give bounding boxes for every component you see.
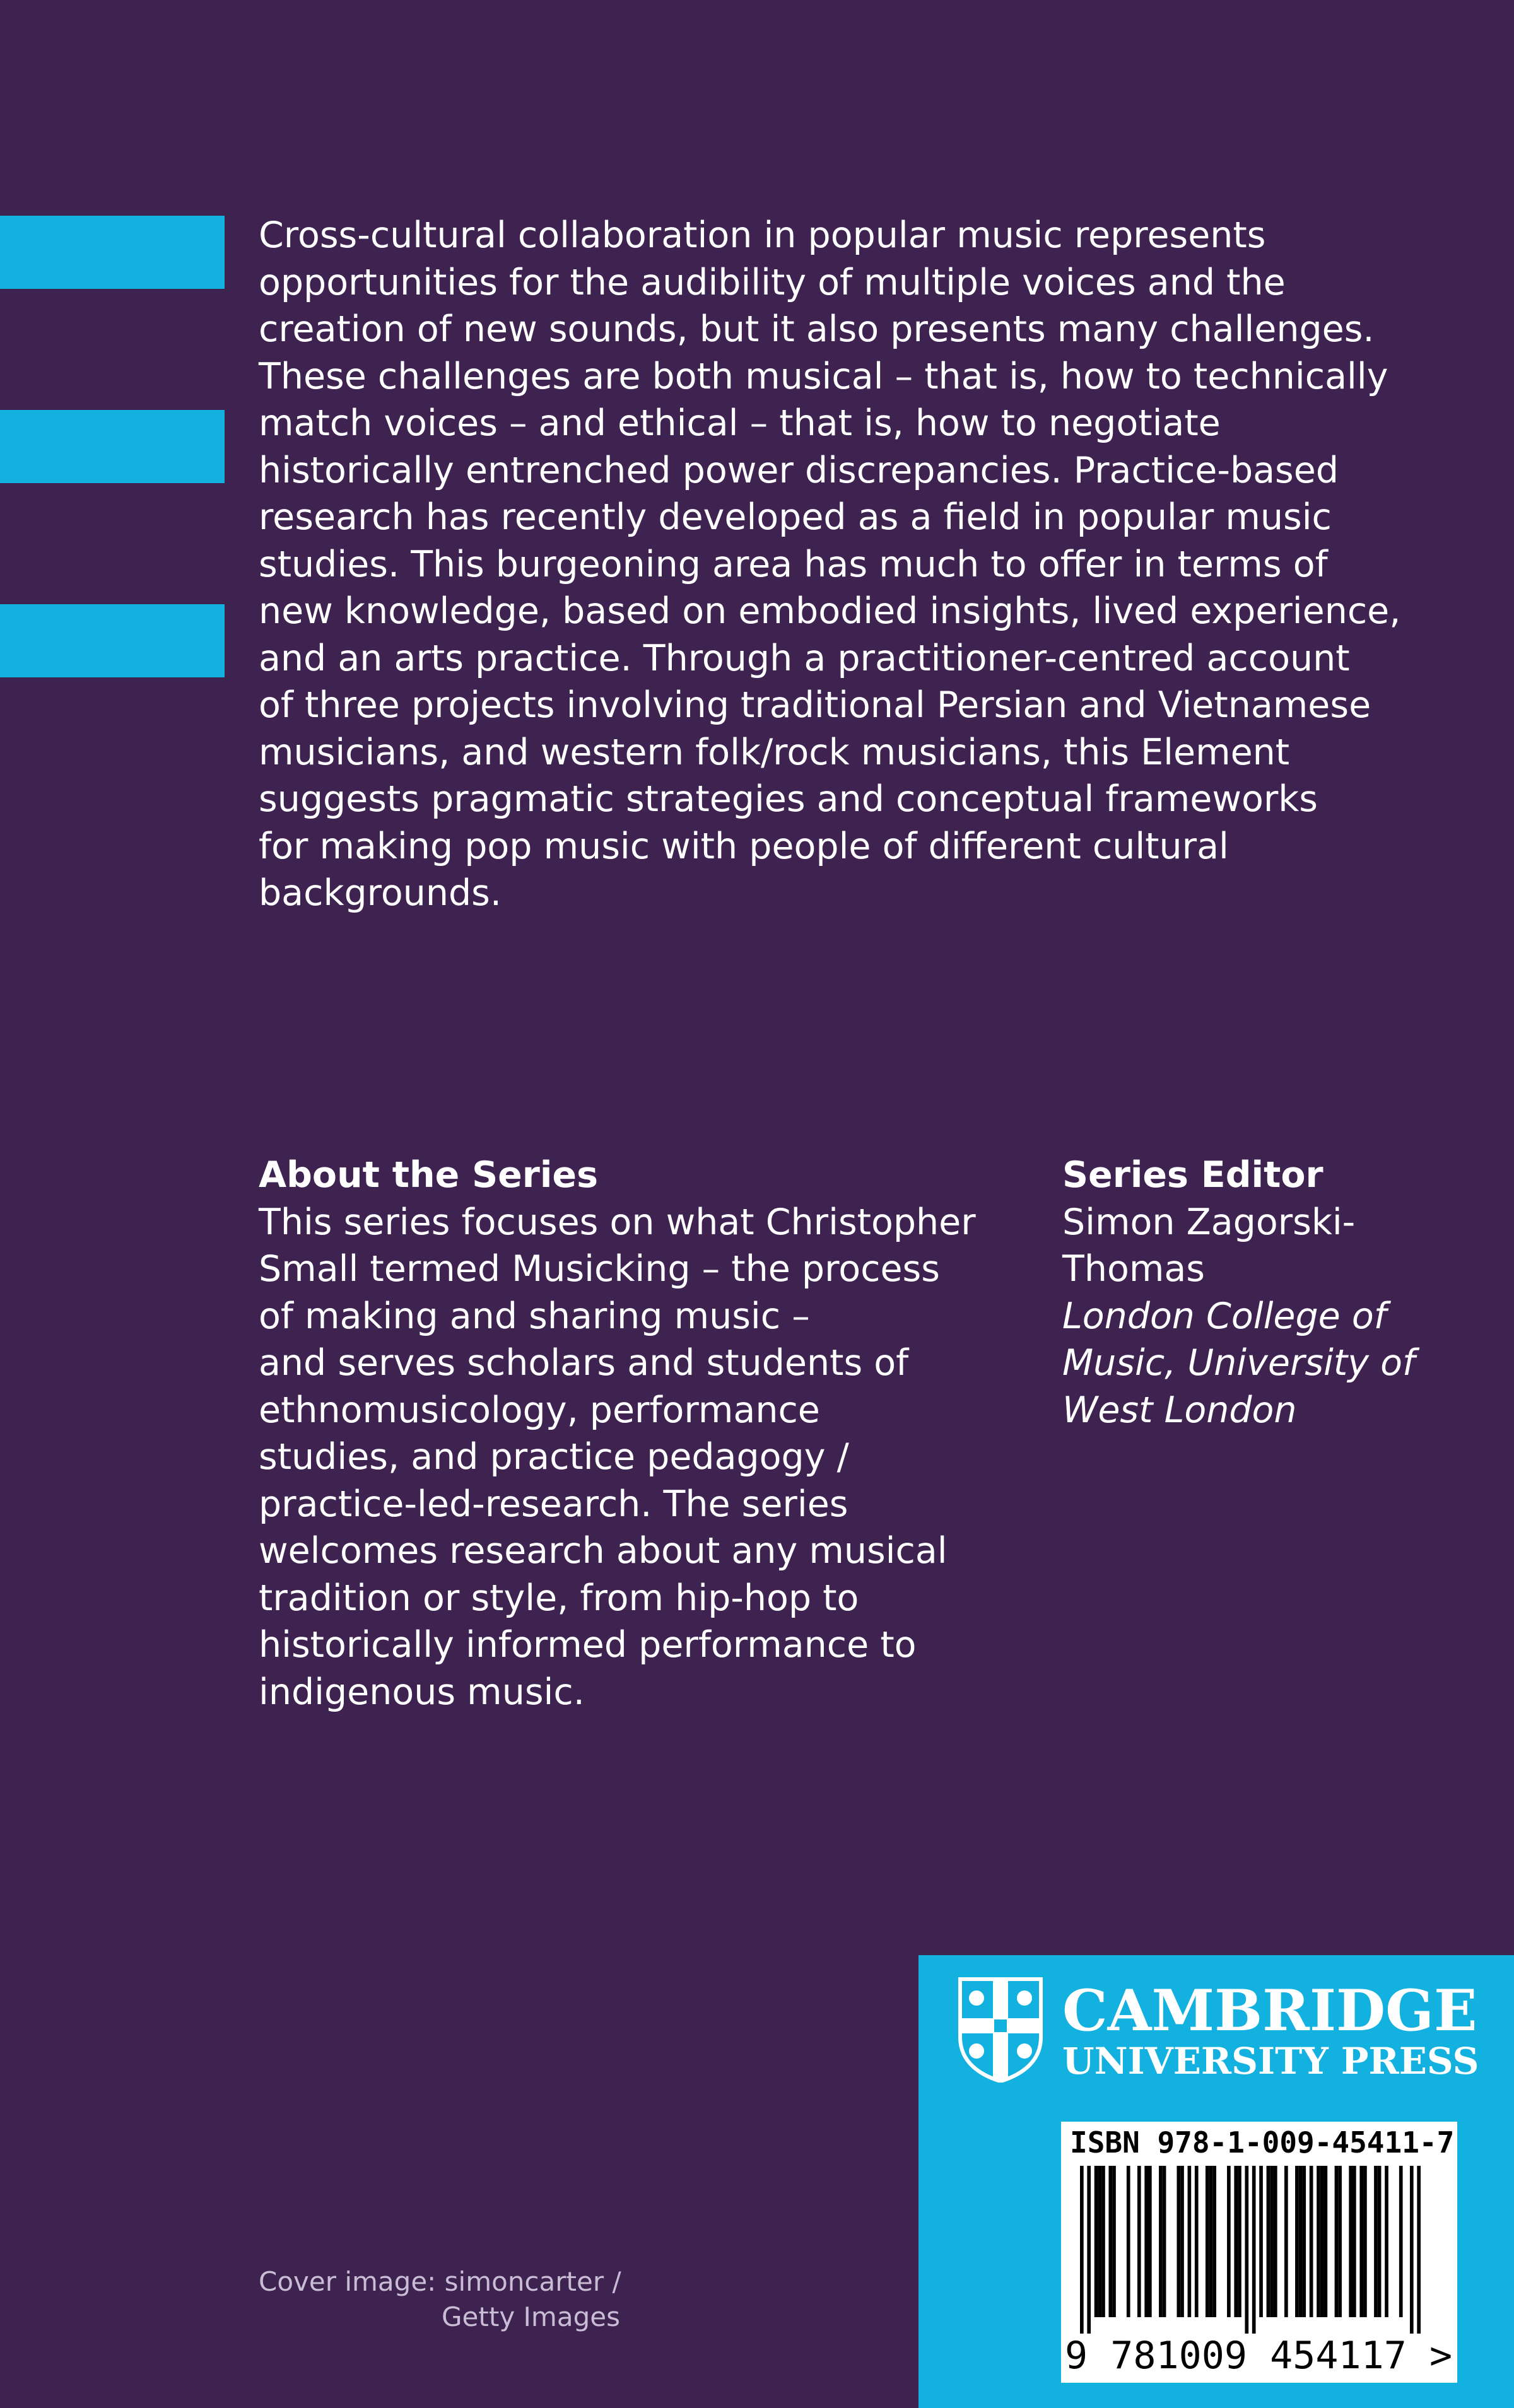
- barcode-bar: [1206, 2166, 1209, 2317]
- barcode-bar: [1238, 2166, 1241, 2317]
- barcode-bar: [1180, 2166, 1184, 2317]
- barcode-bar: [1410, 2166, 1414, 2334]
- isbn-barcode: [1061, 2122, 1457, 2383]
- barcode-bar: [1101, 2166, 1105, 2317]
- editor-name-line: Thomas: [1062, 1248, 1205, 1290]
- blurb-line: musicians, and western folk/rock musicians, this Element: [259, 731, 1290, 773]
- credit-line: Cover image: simoncarter /: [259, 2266, 621, 2297]
- barcode-bar: [1359, 2166, 1363, 2317]
- barcode-bar: [1320, 2166, 1324, 2317]
- barcode-bar: [1137, 2166, 1141, 2317]
- blurb-line: creation of new sounds, but it also presents many challenges.: [259, 308, 1375, 350]
- blurb-line: for making pop music with people of different cultural: [259, 825, 1229, 867]
- barcode-bar: [1148, 2166, 1152, 2317]
- barcode-digits: 9 781009 454117 >: [1065, 2334, 1453, 2378]
- barcode-bar: [1195, 2166, 1199, 2317]
- barcode-bar: [1108, 2166, 1112, 2317]
- barcode-bar: [1212, 2166, 1216, 2317]
- blurb-line: studies. This burgeoning area has much to offer in terms of: [259, 543, 1328, 585]
- barcode-bar: [1252, 2166, 1256, 2334]
- barcode-bar: [1112, 2166, 1116, 2317]
- book-blurb: [259, 212, 1445, 917]
- barcode-bar: [1299, 2166, 1303, 2317]
- about-line: of making and sharing music –: [259, 1295, 810, 1337]
- blurb-line: research has recently developed as a field in popular music: [259, 496, 1332, 538]
- series-editor-heading: Series Editor: [1062, 1154, 1323, 1196]
- blurb-line: and an arts practice. Through a practitioner-centred account: [259, 637, 1350, 679]
- barcode-bar: [1094, 2166, 1098, 2317]
- barcode-bar: [1378, 2166, 1382, 2317]
- blurb-line: These challenges are both musical – that is, how to technically: [259, 355, 1388, 397]
- barcode-bar: [1087, 2166, 1091, 2334]
- blurb-line: new knowledge, based on embodied insights, lived experience,: [259, 590, 1401, 632]
- barcode-bar: [1270, 2166, 1274, 2317]
- barcode-bar: [1163, 2166, 1166, 2317]
- barcode-bar: [1417, 2166, 1421, 2334]
- blurb-line: of three projects involving traditional Persian and Vietnamese: [259, 684, 1371, 726]
- barcode-bar: [1188, 2166, 1192, 2317]
- about-line: and serves scholars and students of: [259, 1342, 909, 1384]
- barcode-bar: [1080, 2166, 1084, 2334]
- cover-image-credit: [259, 2264, 621, 2335]
- about-line: This series focuses on what Christopher: [259, 1201, 976, 1243]
- barcode-bar: [1259, 2166, 1263, 2317]
- barcode-bar: [1399, 2166, 1403, 2317]
- barcode-bar: [1227, 2166, 1231, 2317]
- series-editor-affiliation: [1062, 1293, 1479, 1434]
- barcode-bar: [1159, 2166, 1163, 2317]
- barcode-bar: [1234, 2166, 1238, 2317]
- barcode-bar: [1267, 2166, 1270, 2317]
- barcode-bar: [1274, 2166, 1277, 2317]
- barcode-bar: [1349, 2166, 1353, 2317]
- affiliation-line: London College of: [1062, 1295, 1387, 1337]
- accent-bar-bottom: [0, 604, 225, 677]
- blurb-line: suggests pragmatic strategies and conceptual frameworks: [259, 778, 1318, 820]
- barcode-bar: [1209, 2166, 1213, 2317]
- about-line: ethnomusicology, performance: [259, 1389, 820, 1431]
- about-line: historically informed performance to: [259, 1624, 917, 1666]
- about-the-series: [259, 1152, 1035, 1715]
- barcode-bar: [1353, 2166, 1356, 2317]
- credit-line: Getty Images: [442, 2301, 620, 2332]
- affiliation-line: Music, University of: [1062, 1342, 1416, 1384]
- publisher-panel: [918, 1955, 1514, 2408]
- barcode-bar: [1245, 2166, 1248, 2334]
- about-series-text: [259, 1199, 1035, 1716]
- barcode-bar: [1324, 2166, 1328, 2317]
- blurb-line: historically entrenched power discrepancies. Practice-based: [259, 449, 1339, 491]
- barcode-bar: [1385, 2166, 1388, 2317]
- about-line: studies, and practice pedagogy /: [259, 1436, 849, 1478]
- blurb-line: opportunities for the audibility of multiple voices and the: [259, 261, 1286, 303]
- barcode-bar: [1317, 2166, 1320, 2317]
- blurb-line: Cross-cultural collaboration in popular music represents: [259, 214, 1266, 256]
- publisher-name-line2: UNIVERSITY PRESS: [1062, 2040, 1479, 2083]
- about-series-heading: About the Series: [259, 1154, 599, 1196]
- series-editor: [1062, 1152, 1479, 1434]
- blurb-line: match voices – and ethical – that is, how to negotiate: [259, 402, 1221, 444]
- about-line: welcomes research about any musical: [259, 1530, 948, 1572]
- about-line: practice-led-research. The series: [259, 1483, 848, 1525]
- blurb-line: backgrounds.: [259, 872, 502, 914]
- barcode-bar: [1335, 2166, 1339, 2317]
- barcode-bar: [1302, 2166, 1306, 2317]
- barcode-bar: [1144, 2166, 1148, 2317]
- barcode-bar: [1310, 2166, 1313, 2317]
- barcode-bars: [1080, 2166, 1421, 2334]
- barcode-bar: [1363, 2166, 1367, 2317]
- barcode-bar: [1098, 2166, 1101, 2317]
- barcode-bar: [1338, 2166, 1342, 2317]
- editor-name-line: Simon Zagorski-: [1062, 1201, 1356, 1243]
- barcode-bar: [1374, 2166, 1378, 2317]
- cambridge-crest-icon: [958, 1977, 1043, 2083]
- barcode-bar: [1177, 2166, 1180, 2317]
- about-line: indigenous music.: [259, 1671, 585, 1713]
- publisher-name-line1: CAMBRIDGE: [1062, 1977, 1477, 2044]
- isbn-label: ISBN 978-1-009-45411-7: [1070, 2125, 1455, 2160]
- accent-bar-middle: [0, 410, 225, 483]
- barcode-bar: [1127, 2166, 1130, 2317]
- series-editor-name: [1062, 1199, 1479, 1293]
- barcode-bar: [1295, 2166, 1299, 2317]
- accent-bar-top: [0, 216, 225, 289]
- about-line: tradition or style, from hip-hop to: [259, 1577, 859, 1619]
- about-line: Small termed Musicking – the process: [259, 1248, 940, 1290]
- barcode-bar: [1284, 2166, 1288, 2317]
- publisher-name: [1062, 1977, 1479, 2083]
- affiliation-line: West London: [1062, 1389, 1297, 1431]
